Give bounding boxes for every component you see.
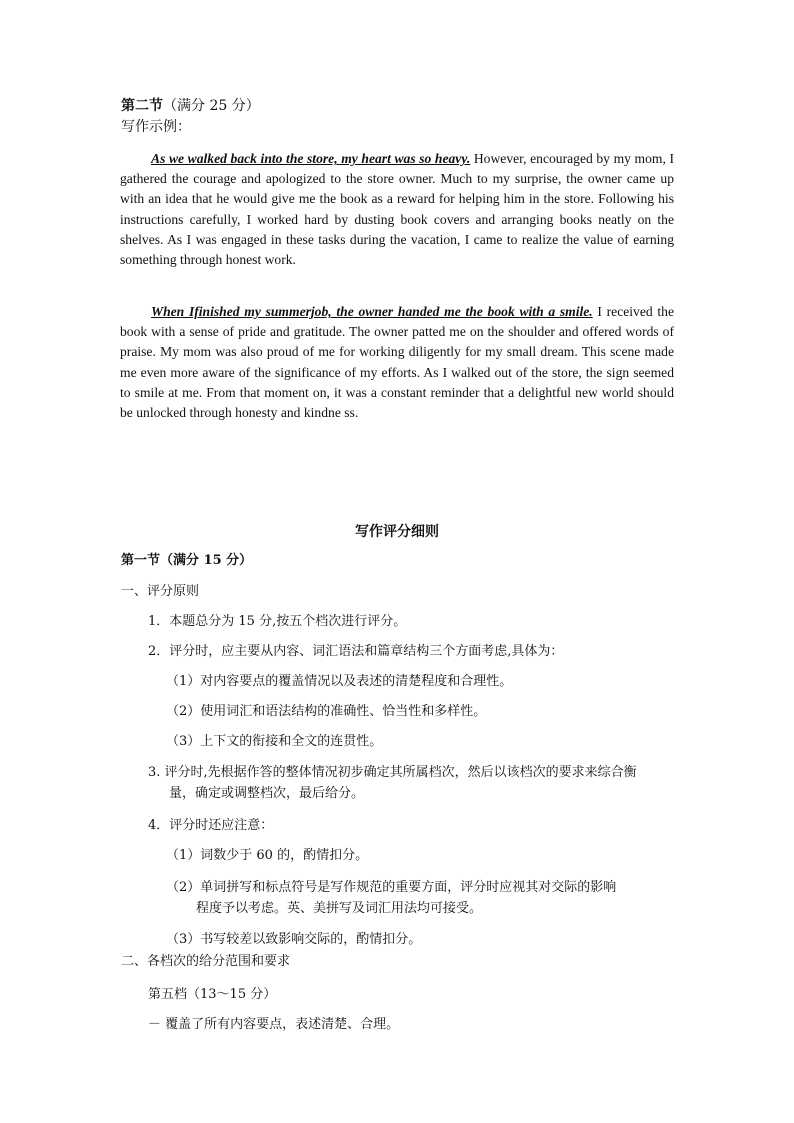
sample-label: 写作示例： [121,119,191,135]
rule-item-2: 2．评分时，应主要从内容、词汇语法和篇章结构三个方面考虑,具体为： [148,644,564,659]
paragraph-1-body: However, encouraged by my mom, I gathered the courage and apologized to the store owner. Much to my surprise, the owner came up with an idea that he would give me the book as a reward for helping him in the store. Following his instructions carefully, I worked hard by dusting book covers and arranging books neatly on the shelves. As I was engaged in these tasks during the vacation, I came to realize the value of earning something through honest work. [120,151,675,268]
rubric-section1-heading: 第一节（满分 15 分） [121,553,253,568]
section2-heading [121,95,260,115]
section2-title: 第二节 [121,98,163,114]
rule-item-4-sub-2-line-2: 程度予以考虑。英、美拼写及词汇用法均可接受。 [196,901,483,916]
paragraph-2-lead-sentence: When Ifinished my summerjob, the owner handed me the book with a smile. [151,304,593,319]
essay-paragraph-1 [120,149,674,270]
principles-heading: 一、评分原则 [121,584,200,599]
paragraph-2-body: I received the book with a sense of pride and gratitude. The owner patted me on the shoulder and offered words of praise. My mom was also proud of me for working diligently for my small dream. This scene made me even more aware of the significance of my efforts. As I walked out of the store, the sign seemed to smile at me. From that moment on, it was a constant reminder that a delightful new world should be unlocked through honesty and kindne ss. [120,304,674,421]
essay-paragraph-2 [120,302,674,423]
rule-item-4: 4．评分时还应注意： [148,818,274,833]
level-5-heading: 第五档（13～15 分） [148,987,277,1002]
rule-item-2-sub-2: （2）使用词汇和语法结构的准确性、恰当性和多样性。 [166,704,487,719]
rule-item-4-sub-2-line-1: （2）单词拼写和标点符号是写作规范的重要方面，评分时应视其对交际的影响 [166,880,617,895]
rule-item-2-sub-3: （3）上下文的衔接和全文的连贯性。 [166,734,383,749]
rule-item-4-sub-1: （1）词数少于 60 的，酌情扣分。 [166,848,369,863]
level-5-bullet: － 覆盖了所有内容要点，表述清楚、合理。 [148,1017,400,1032]
rule-item-3-line-1: 3. 评分时,先根据作答的整体情况初步确定其所属档次，然后以该档次的要求来综合衡 [148,765,637,780]
levels-heading: 二、各档次的给分范围和要求 [121,954,291,969]
rule-item-3-line-2: 量，确定或调整档次，最后给分。 [169,786,365,801]
rule-item-2-sub-1: （1）对内容要点的覆盖情况以及表述的清楚程度和合理性。 [166,674,513,689]
rule-item-1: 1．本题总分为 15 分,按五个档次进行评分。 [148,614,407,629]
section2-points: （满分 25 分） [163,98,260,114]
paragraph-1-lead-sentence: As we walked back into the store, my heart was so heavy. [151,151,471,166]
rule-item-4-sub-3: （3）书写较差以致影响交际的，酌情扣分。 [166,932,422,947]
rubric-title: 写作评分细则 [355,524,439,540]
